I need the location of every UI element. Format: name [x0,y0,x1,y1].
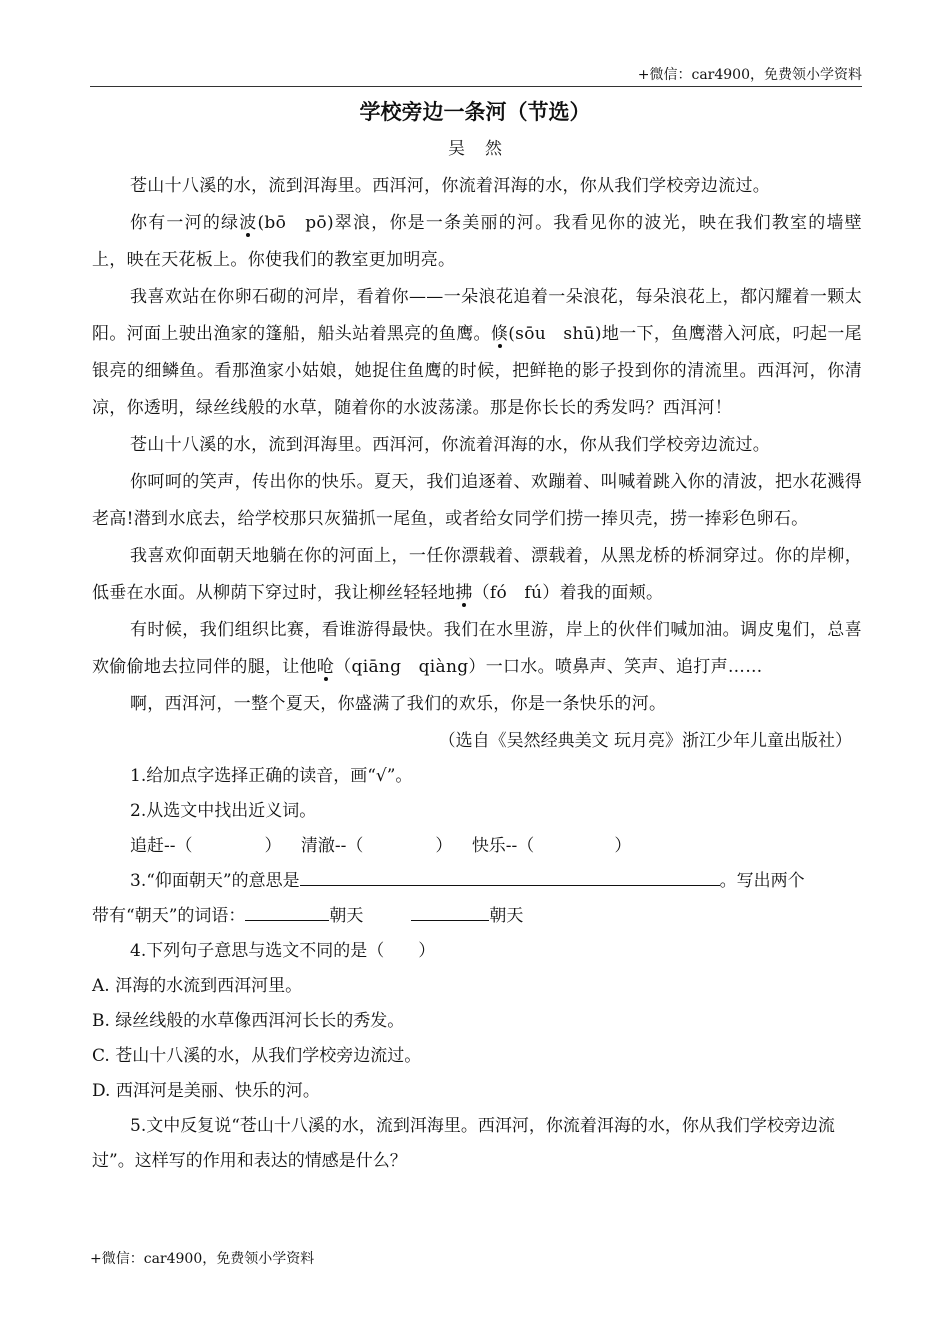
paragraph-1: 苍山十八溪的水，流到洱海里。西洱河，你流着洱海的水，你从我们学校旁边流过。 [130,176,771,196]
text-segment: 带有“朝天”的词语： [92,906,246,926]
source-citation: （选自《吴然经典美文 玩月亮》浙江少年儿童出版社） [438,731,852,751]
synonym-1-label: 追赶--（ [130,836,193,856]
dotted-char: 拂 [455,583,473,603]
option-c: C. 苍山十八溪的水，从我们学校旁边流过。 [92,1046,422,1066]
text-segment: (bō pō)翠浪，你是一条美丽的河。我看见你的波光，映在我们教室的墙壁上，映在天花板上。你使我们的教室更加明亮。 [92,213,862,270]
question-4: 4.下列句子意思与选文不同的是（ ） [130,941,436,961]
question-3 [92,864,862,899]
word-blank-1[interactable] [245,904,329,921]
footer-note: +微信：car4900，免费领小学资料 [90,1251,315,1267]
text-segment: 朝天 [489,906,524,926]
option-a: A. 洱海的水流到西洱河里。 [92,976,303,996]
paragraph-3 [92,279,862,427]
text-segment: 3.“仰面朝天”的意思是 [130,871,300,891]
synonym-3-label: 快乐--（ [471,836,535,856]
question-3-words [92,899,862,934]
header-divider [90,86,862,87]
text-segment: 有时候，我们组织比赛，看谁游得最快。我们在水里游，岸上的伙伴们喊加油。调皮鬼们，总喜欢偷偷地去拉同伴的腿，让他 [92,620,862,677]
header-note: +微信：car4900，免费领小学资料 [637,67,862,83]
text-segment: (sōu shū)地一下，鱼鹰潜入河底，叼起一尾银亮的细鳞鱼。看那渔家小姑娘，她捉住鱼鹰的时候，把鲜艳的影子投到你的清流里。西洱河，你清凉，你透明，绿丝线般的水草，随着你的水波荡漾。那是你长长的秀发吗？西洱河！ [92,324,862,418]
paren-close: ） [614,836,632,856]
text-segment: 。写出两个 [719,871,805,891]
dotted-char: 呛 [316,657,335,677]
paragraph-4: 苍山十八溪的水，流到洱海里。西洱河，你流着洱海的水，你从我们学校旁边流过。 [130,435,771,455]
paren-close: ） [435,836,453,856]
text-segment: 我喜欢仰面朝天地躺在你的河面上，一任你漂载着、漂载着，从黑龙桥的桥洞穿过。你的岸柳，低垂在水面。从柳荫下穿过时，我让柳丝轻轻地 [92,546,862,603]
question-5: 5.文中反复说“苍山十八溪的水，流到洱海里。西洱河，你流着洱海的水，你从我们学校旁边流过”。这样写的作用和表达的情感是什么？ [92,1116,835,1171]
text-segment: （qiāng qiàng）一口水。喷鼻声、笑声、追打声…… [334,657,763,677]
dotted-char: 倏 [490,324,509,344]
dotted-char: 波 [239,213,258,233]
meaning-blank[interactable] [300,869,720,886]
article-body [92,168,862,1179]
paragraph-2 [92,205,862,279]
question-2: 2.从选文中找出近义词。 [130,801,317,821]
author: 吴然 [448,139,522,159]
option-d: D. 西洱河是美丽、快乐的河。 [92,1081,320,1101]
question-1: 1.给加点字选择正确的读音，画“√”。 [130,766,413,786]
paren-close: ） [264,836,282,856]
text-segment: （fó fú）着我的面颊。 [472,583,664,603]
text-segment: 我喜欢站在你卵石砌的河岸，看着你——一朵浪花追着一朵浪花，每朵浪花上，都闪耀着一颗太阳。河面上驶出渔家的篷船，船头站着黑亮的鱼鹰。 [92,287,862,344]
text-segment: 你有一河的绿 [130,213,240,233]
page-title: 学校旁边一条河（节选） [359,100,591,124]
paragraph-5: 你呵呵的笑声，传出你的快乐。夏天，我们追逐着、欢蹦着、叫喊着跳入你的清波，把水花溅得老高!潜到水底去，给学校那只灰猫抓一尾鱼，或者给女同学们捞一捧贝壳，捞一捧彩色卵石。 [92,472,862,529]
word-blank-2[interactable] [411,904,489,921]
option-b: B. 绿丝线般的水草像西洱河长长的秀发。 [92,1011,405,1031]
paragraph-7 [92,612,862,686]
synonym-2-label: 清澈--（ [300,836,364,856]
paragraph-6 [92,538,862,612]
question-2-blanks [92,829,862,864]
text-segment: 朝天 [329,906,364,926]
paragraph-8: 啊，西洱河，一整个夏天，你盛满了我们的欢乐，你是一条快乐的河。 [130,694,667,714]
